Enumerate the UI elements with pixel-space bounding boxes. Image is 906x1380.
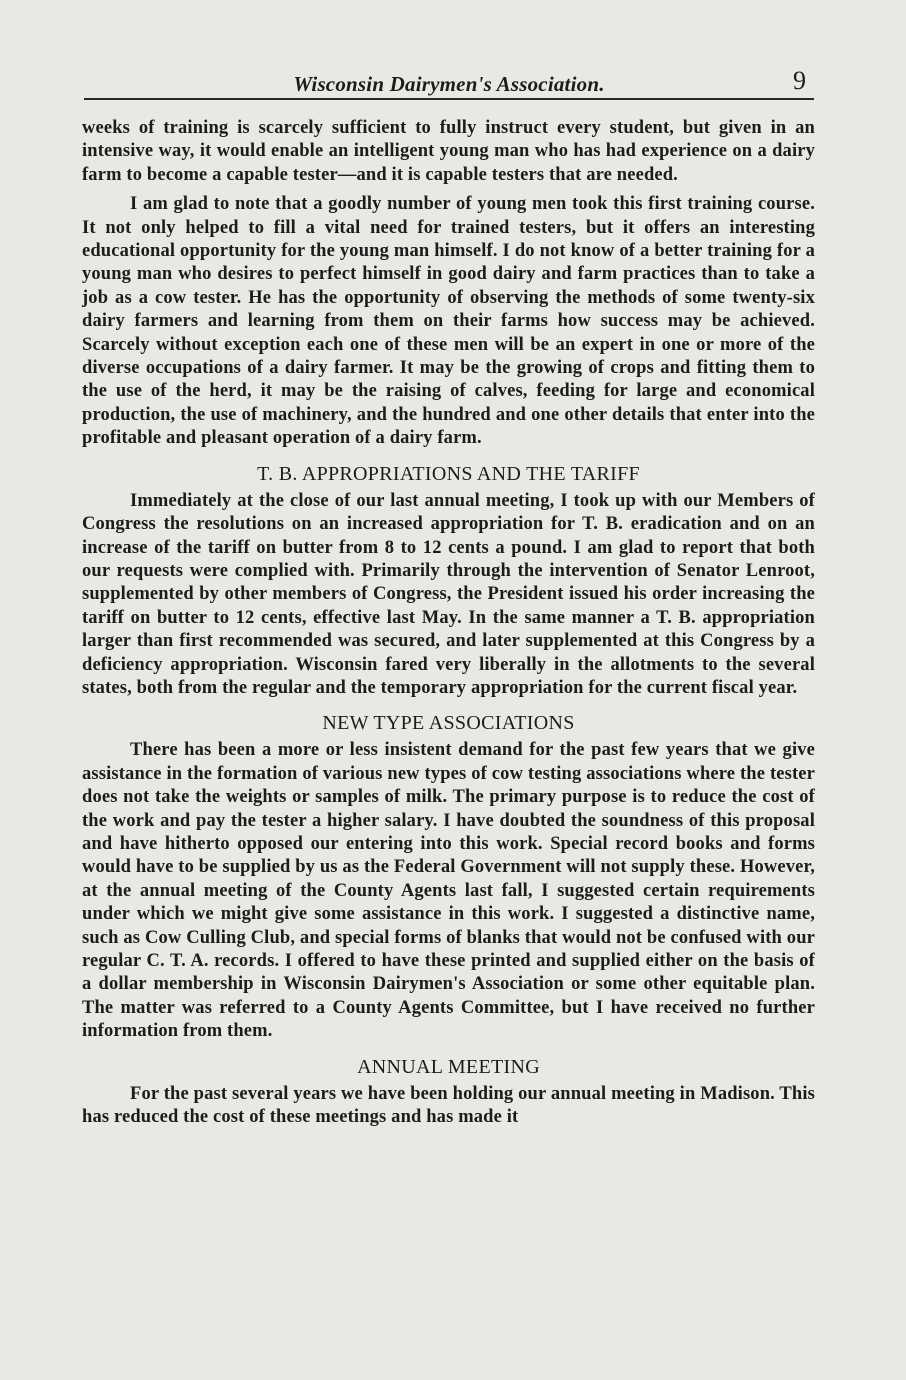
paragraph-3: Immediately at the close of our last annual meeting, I took up with our Members of Congress the resolutions on an increased appropriation for T. B. eradication and on an increase of the tariff on butter from 8 to 12 cents a pound. I am glad to report that both our requests were complied with. Primarily through the intervention of Senator Lenroot, supplemented by other members of Congress, the President issued his order increasing the tariff on butter to 12 cents, effective last May. In the same manner a T. B. appropriation larger than first recommended was secured, and later supplemented at this Congress by a deficiency appropriation. Wisconsin fared very liberally in the allotments to the several states, both from the regular and the temporary appropriation for the current fiscal year. — [82, 490, 815, 698]
paragraph-5: For the past several years we have been holding our annual meeting in Madison. This has reduced the cost of these meetings and has made it — [82, 1083, 815, 1128]
running-header — [84, 64, 814, 100]
paragraph-2: I am glad to note that a goodly number of young men took this first training course. It not only helped to fill a vital need for trained testers, but it offers an interesting educational opportunity for the young man himself. I do not know of a better training for a young man who desires to perfect himself in good dairy and farm practices than to take a job as a cow tester. He has the opportunity of observing the methods of some twenty-six dairy farmers and learning from them on their farms how success may be achieved. Scarcely without exception each one of these men will be an expert in one or more of the diverse occupations of a dairy farmer. It may be the growing of crops and fitting them to the use of the herd, it may be the raising of calves, feeding for large and economical production, the use of machinery, and the hundred and one other details that enter into the profitable and pleasant operation of a dairy farm. — [82, 194, 815, 449]
body-text — [82, 117, 815, 1135]
running-title: Wisconsin Dairymen's Association. — [293, 72, 605, 96]
section-heading-annual-meeting: ANNUAL MEETING — [357, 1055, 540, 1078]
page-number: 9 — [793, 66, 806, 95]
paragraph-1: weeks of training is scarcely sufficient to fully instruct every student, but given in an intensive way, it would enable an intelligent young man who has had experience on a dairy farm to become a capable tester—and it is capable testers that are needed. — [82, 118, 815, 185]
section-heading-tb-appropriations: T. B. APPROPRIATIONS AND THE TARIFF — [257, 462, 640, 485]
section-heading-new-type-associations: NEW TYPE ASSOCIATIONS — [322, 712, 575, 735]
paragraph-4: There has been a more or less insistent demand for the past few years that we give assistance in the formation of various new types of cow testing associations where the tester does not take the weights or samples of milk. The primary purpose is to reduce the cost of the work and pay the tester a higher salary. I have doubted the soundness of this proposal and have hitherto opposed our entering into this work. Special record books and forms would have to be supplied by us as the Federal Government will not supply these. However, at the annual meeting of the County Agents last fall, I suggested certain requirements under which we might give some assistance in this work. I suggested a distinctive name, such as Cow Culling Club, and special forms of blanks that would not be confused with our regular C. T. A. records. I offered to have these printed and supplied either on the basis of a dollar membership in Wisconsin Dairymen's Association or some other equitable plan. The matter was referred to a County Agents Committee, but I have received no further information from them. — [82, 740, 815, 1042]
